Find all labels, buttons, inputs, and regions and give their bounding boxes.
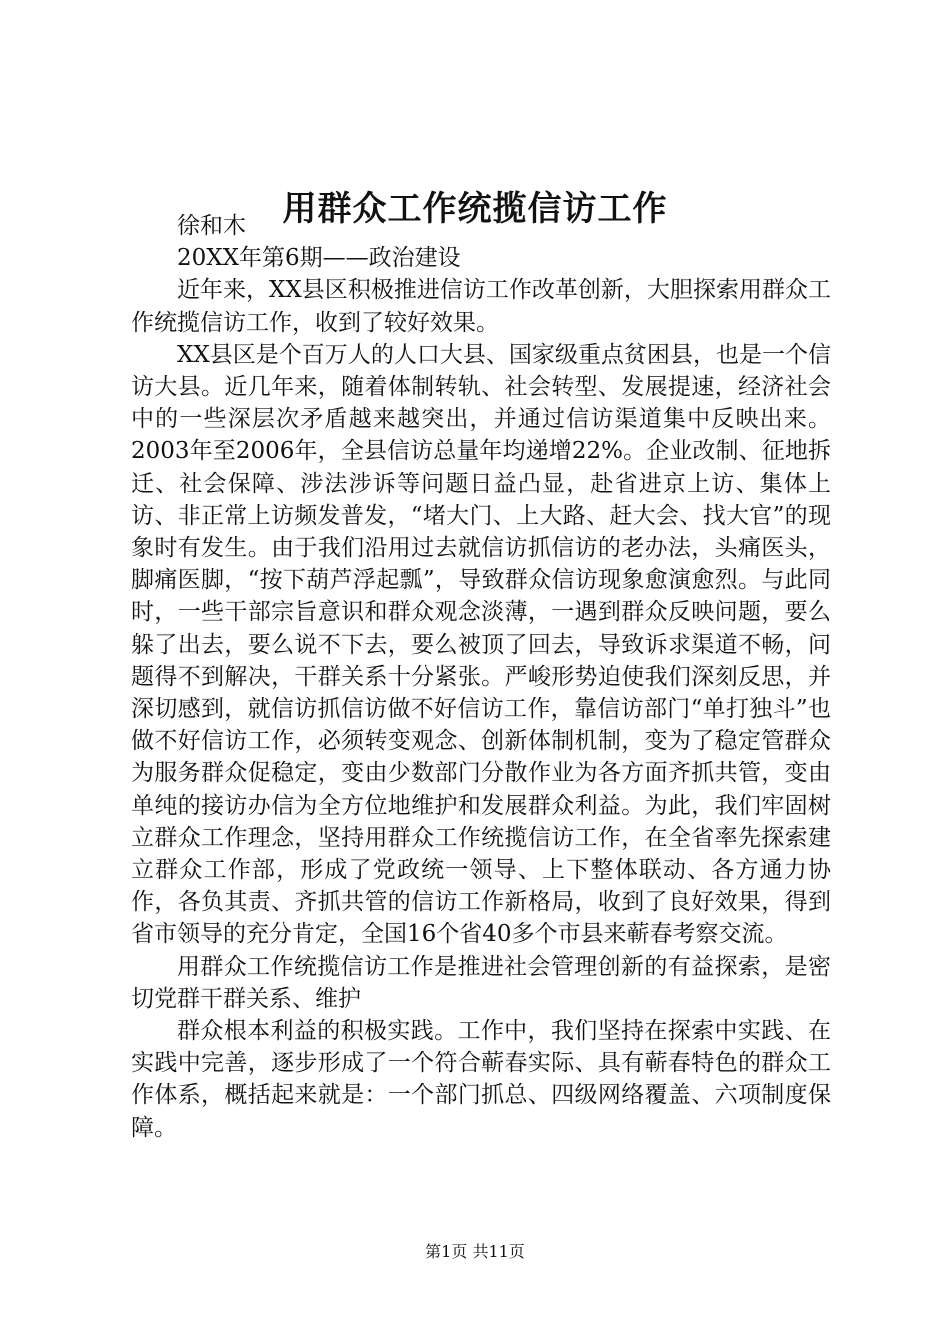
document-title: 用群众工作统揽信访工作 — [282, 189, 668, 229]
document-body — [131, 210, 831, 1144]
paragraph-4: 群众根本利益的积极实践。工作中，我们坚持在探索中实践、在实践中完善，逐步形成了一个符合蕲春实际、具有蕲春特色的群众工作体系，概括起来就是：一个部门抓总、四级网络覆盖、六项制度保障。 — [131, 1018, 831, 1141]
issue-line: 20XX年第6期——政治建设 — [177, 245, 461, 272]
paragraph-1: 近年来，XX县区积极推进信访工作改革创新，大胆探索用群众工作统揽信访工作，收到了较好效果。 — [131, 277, 831, 336]
paragraph-3: 用群众工作统揽信访工作是推进社会管理创新的有益探索，是密切党群干群关系、维护 — [131, 953, 831, 1012]
page-footer: 第1页 共11页 — [425, 1242, 525, 1261]
paragraph-2: XX县区是个百万人的人口大县、国家级重点贫困县，也是一个信访大县。近几年来，随着体制转轨、社会转型、发展提速，经济社会中的一些深层次矛盾越来越突出，并通过信访渠道集中反映出来。2003年至2006年，全县信访总量年均递增22%。企业改制、征地拆迁、社会保障、涉法涉诉等问题日益凸显，赴省进京上访、集体上访、非正常上访频发普发，“堵大门、上大路、赶大会、找大官”的现象时有发生。由于我们沿用过去就信访抓信访的老办法，头痛医头，脚痛医脚，“按下葫芦浮起瓢”，导致群众信访现象愈演愈烈。与此同时，一些干部宗旨意识和群众观念淡薄，一遇到群众反映问题，要么躲了出去，要么说不下去，要么被顶了回去，导致诉求渠道不畅，问题得不到解决，干群关系十分紧张。严峻形势迫使我们深刻反思，并深切感到，就信访抓信访做不好信访工作，靠信访部门“单打独斗”也做不好信访工作，必须转变观念、创新体制机制，变为了稳定管群众为服务群众促稳定，变由少数部门分散作业为各方面齐抓共管，变由单纯的接访办信为全方位地维护和发展群众利益。为此，我们牢固树立群众工作理念，坚持用群众工作统揽信访工作，在全省率先探索建立群众工作部，形成了党政统一领导、上下整体联动、各方通力协作，各负其责、齐抓共管的信访工作新格局，收到了良好效果，得到省市领导的充分肯定，全国16个省40多个市县来蕲春考察交流。 — [131, 341, 831, 948]
author-line: 徐和木 — [177, 213, 246, 239]
